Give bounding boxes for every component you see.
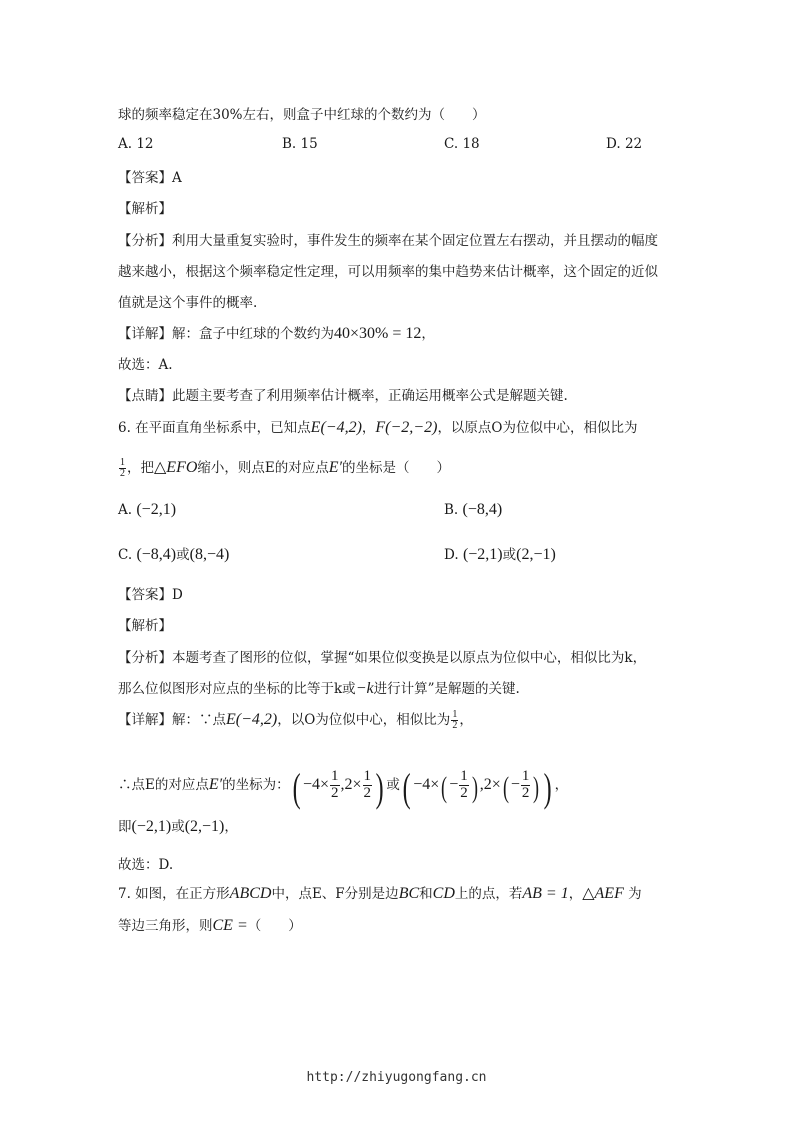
q7-stem-line2: 等边三角形，则CE =（ ） [118,917,302,934]
q6-choice: 故选：D. [118,857,174,873]
q5-analysis-line1: 【分析】利用大量重复实验时，事件发生的频率在某个固定位置左右摆动，并且摆动的幅度 [118,233,658,249]
q6-option-d: D. (−2,1)或(2,−1) [444,546,556,563]
q7-stem-line1: 7. 如图，在正方形ABCD中，点E、F分别是边BC和CD上的点，若AB = 1，△AEF 为 [118,885,642,902]
q6-result: 即(−2,1)或(2,−1)， [118,818,238,835]
q6-stem-line1: 6. 在平面直角坐标系中，已知点E(−4,2)，F(−2,−2)，以原点O为位似中心，相似比为 [118,419,638,436]
q6-analysis-line2: 那么位似图形对应点的坐标的比等于k或−k进行计算”是解题的关键. [118,680,520,697]
q6-analysis-heading: 【解析】 [118,618,172,634]
q6-stem-line2: $\frac{1}{2}$ ，把△EFO缩小，则点E的对应点E′的坐标是（ ） [120,456,451,479]
q6-therefore: ∴点E的对应点E′的坐标为：( −4× $\frac{1}{2}$ ,2× $\frac{1}{2}$ ) 或( −4×( − $\frac{1}{2}$ ) ,2×( − $\frac{1}{2}$ ) ) ， [118,765,569,810]
q6-option-b: B. (−8,4) [444,501,503,518]
q5-option-c: C. 18 [444,136,480,152]
q6-detail: 【详解】解：∵点E(−4,2)，以O为位似中心，相似比为 $\frac{1}{2}$ ， [118,708,473,731]
q5-option-d: D. 22 [606,136,643,152]
q5-choice: 故选：A. [118,357,173,373]
ratio-fraction: $\frac{1}{2}$ [120,456,125,479]
q6-analysis-line1: 【分析】本题考查了图形的位似，掌握“如果位似变换是以原点为位似中心，相似比为k， [118,650,647,666]
q5-option-a: A. 12 [118,136,154,152]
q5-comment: 【点睛】此题主要考查了利用频率估计概率，正确运用概率公式是解题关键. [118,388,568,404]
q6-option-a: A. (−2,1) [118,501,177,518]
q5-stem-end: 球的频率稳定在30%左右，则盒子中红球的个数约为（ ） [118,107,486,123]
footer-url: http://zhiyugongfang.cn [306,1070,487,1085]
q5-detail: 【详解】解：盒子中红球的个数约为40×30% = 12， [118,325,435,342]
q5-analysis-line2: 越来越小，根据这个频率稳定性定理，可以用频率的集中趋势来估计概率，这个固定的近似 [118,264,658,280]
q5-option-b: B. 15 [282,136,318,152]
q5-analysis-line3: 值就是这个事件的概率. [118,295,258,311]
q5-answer: 【答案】A [118,170,182,186]
q5-analysis-heading: 【解析】 [118,201,172,217]
q6-answer: 【答案】D [118,587,183,603]
q6-option-c: C. (−8,4)或(8,−4) [118,546,230,563]
